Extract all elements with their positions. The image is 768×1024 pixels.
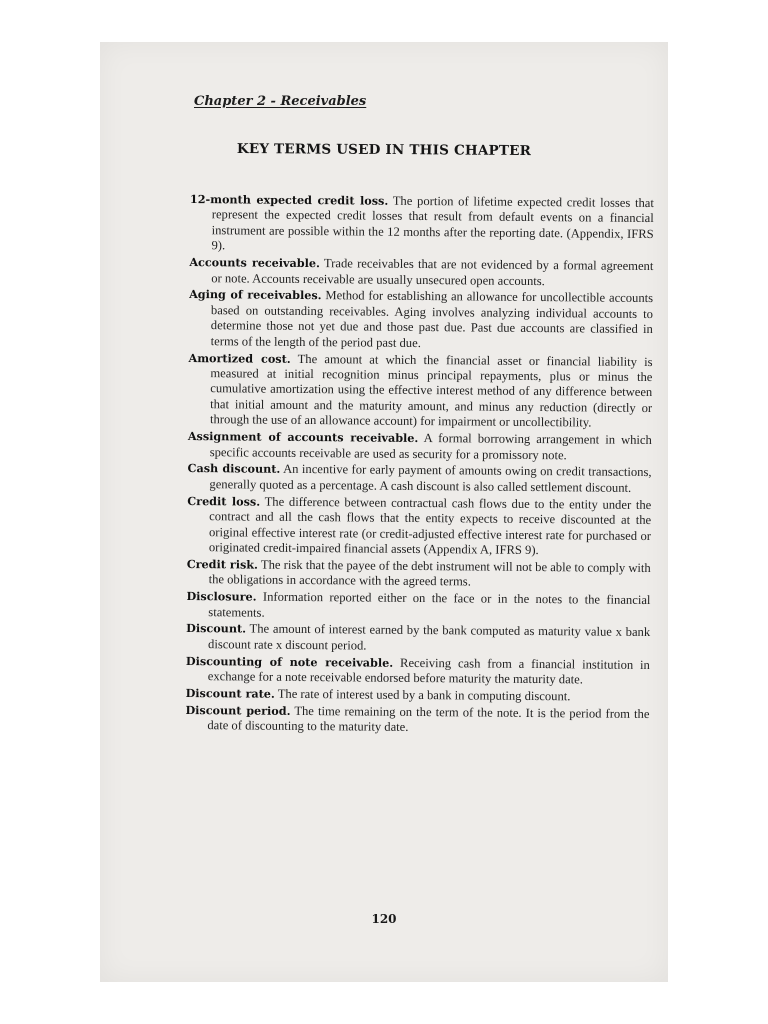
term-name: Discounting of note receivable. [185,653,394,670]
term-name: Disclosure. [186,589,257,604]
term-name: Accounts receivable. [189,255,320,271]
term-name: Credit loss. [187,493,261,509]
key-terms-list [185,192,654,739]
term-entry [186,621,650,656]
term-name: Aging of receivables. [189,287,322,303]
term-definition: An incentive for early payment of amounts owing on credit transactions, generally quoted as a percentage. A cash discount is also called settlement discount. [209,462,652,495]
term-entry [185,703,649,738]
term-entry [187,494,652,560]
term-name: Discount rate. [185,686,275,701]
term-definition: The difference between contractual cash flows due to the entity under the contract and all the cash flows that the entity expects to receive discounted at the original effective interest rate (or credit-adjusted effective interest rate for purchased or originated credit-impaired financial assets (Appendix A, IFRS 9). [208,494,652,557]
term-name: Credit risk. [186,556,259,572]
term-entry [187,461,651,496]
term-entry [189,192,654,258]
term-definition: The rate of interest used by a bank in computing discount. [277,686,571,704]
term-entry [189,255,653,290]
term-entry [186,654,650,689]
term-name: Cash discount. [187,461,281,477]
term-definition: The risk that the payee of the debt instrument will not be able to comply with the obligations in accordance with the agreed terms. [208,557,651,589]
term-name: Assignment of accounts receivable. [187,429,419,446]
term-definition: A formal borrowing arrangement in which specific accounts receivable are used as security for a promissory note. [209,431,652,462]
term-entry [188,429,652,464]
page-title: KEY TERMS USED IN THIS CHAPTER [236,140,532,160]
term-definition: Method for establishing an allowance for uncollectible accounts based on outstanding receivables. Aging involves analyzing individual accounts to determine those not yet due and those past due. Past due accounts are classified in terms of the length of the period past due. [210,288,654,350]
term-definition: The amount of interest earned by the bank computed as maturity value x bank discount rate x discount period. [207,622,651,653]
term-definition: Information reported either on the face or in the notes to the financial statements. [208,589,651,620]
term-definition: The amount at which the financial asset or financial liability is measured at initial recognition minus principal repayments, plus or minus the cumulative amortization using the effective interest method of any difference between that initial amount and the maturity amount, and minus any reduction (directly or through the use of an allowance account) for impairment or uncollectibility. [209,351,653,430]
term-definition: Trade receivables that are not evidenced by a formal agreement or note. Accounts receivable are usually unsecured open accounts. [211,256,654,288]
term-entry [187,557,651,592]
term-entry [189,287,654,353]
term-name: Discount period. [185,702,291,718]
term-entry [188,351,653,432]
term-name: 12-month expected credit loss. [189,192,389,208]
book-page [100,42,668,982]
term-definition: The portion of lifetime expected credit losses that represent the expected credit losses that result from default events on a financial instrument are possible within the 12 months after the reporting date. (Appendix, IFRS 9). [211,193,654,253]
page-number: 120 [371,912,397,926]
chapter-header: Chapter 2 - Receivables [194,94,367,109]
term-definition: Receiving cash from a financial institution in exchange for a note receivable endorsed before maturity the maturity date. [207,655,650,687]
term-entry [186,589,650,624]
term-name: Discount. [186,621,247,636]
term-name: Amortized cost. [188,350,291,366]
term-definition: The time remaining on the term of the note. It is the period from the date of discounting to the maturity date. [207,703,650,735]
